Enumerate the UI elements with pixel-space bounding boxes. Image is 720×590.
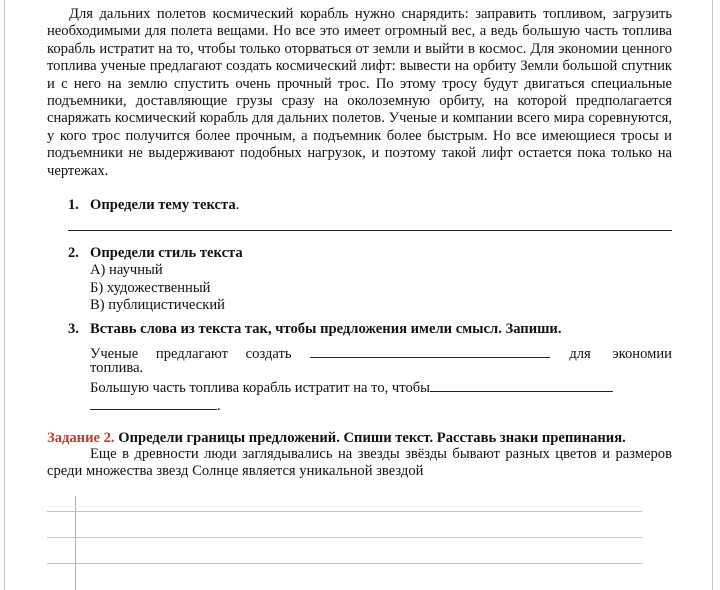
task2-text: Еще в древности люди заглядывались на звезды звёзды бывают разных цветов и размеров среди множества звезд Солнце является уникальной звездой bbox=[47, 446, 672, 480]
question-2-number: 2. bbox=[68, 245, 79, 261]
question-3 bbox=[68, 321, 672, 339]
option-c[interactable]: В) публицистический bbox=[90, 297, 225, 313]
notebook-line-2[interactable] bbox=[47, 537, 642, 538]
task2-label: Задание 2. bbox=[47, 430, 115, 446]
fill-1-cont: топлива. bbox=[90, 360, 144, 376]
question-3-title: Вставь слова из текста так, чтобы предложения имели смысл. Запиши. bbox=[90, 321, 562, 337]
option-a[interactable]: А) научный bbox=[90, 262, 163, 278]
fill-1-end: для экономии bbox=[569, 346, 672, 362]
question-2 bbox=[68, 245, 672, 263]
fill-2-start: Большую часть топлива корабль истратит на то, чтобы bbox=[90, 380, 430, 396]
fill-blank-2[interactable] bbox=[430, 377, 613, 392]
fill-sentence-2-cont bbox=[90, 395, 672, 416]
intro-paragraph: Для дальних полетов космический корабль нужно снарядить: заправить топливом, загрузить необходимыми для полета вещами. Но все это имеет огромный вес, а ведь большую часть топлива корабль истратит на то, чтобы только оторваться от земли и выйти в космос. Для экономии ценного топлива ученые предлагают создать космический лифт: вывести на орбиту Земли большой спутник и с него на землю спустить очень прочный трос. По этому тросу будут двигаться специальные подъемники, доставляющие грузы сразу на околоземную орбиту, на которой предполагается снаряжать космический корабль для дальних полетов. Ученые и компании всего мира соревнуются, у кого трос получится более прочным, а подъемник более быстрым. Но все имеющиеся тросы и подъемники не выдерживают подобных нагрузок, и поэтому такой лифт остается пока только на чертежах. bbox=[47, 6, 672, 179]
option-b[interactable]: Б) художественный bbox=[90, 280, 211, 296]
question-3-number: 3. bbox=[68, 321, 79, 337]
question-1-title: Определи тему текста bbox=[90, 197, 236, 213]
question-1 bbox=[68, 197, 672, 215]
question-1-number: 1. bbox=[68, 197, 79, 213]
answer-line-1[interactable] bbox=[68, 230, 672, 231]
fill-2-end: . bbox=[217, 398, 221, 414]
task2-heading bbox=[47, 430, 672, 448]
fill-blank-2b[interactable] bbox=[90, 395, 217, 410]
task2-instruction: Определи границы предложений. Спиши текст. Расставь знаки препинания. bbox=[118, 430, 626, 446]
question-2-title: Определи стиль текста bbox=[90, 245, 243, 261]
notebook-line-3[interactable] bbox=[47, 563, 642, 564]
question-1-suffix: . bbox=[235, 197, 240, 213]
fill-blank-1[interactable] bbox=[310, 343, 550, 358]
fill-1-start: Ученые предлагают создать bbox=[90, 346, 292, 362]
notebook-line-1[interactable] bbox=[47, 511, 642, 512]
